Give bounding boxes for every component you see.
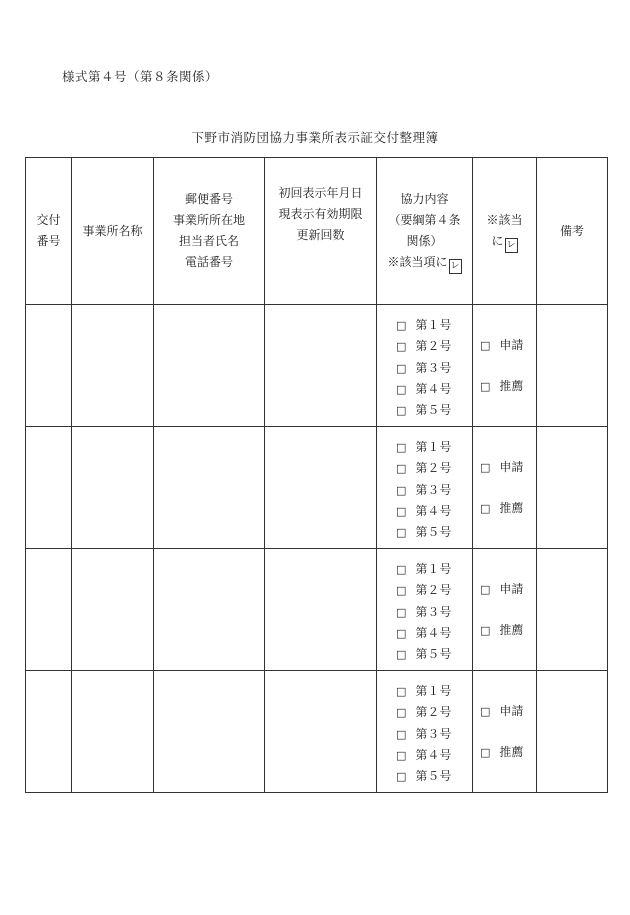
application-type-cell — [473, 549, 537, 671]
cooperation-option-label: 第３号 — [415, 360, 452, 375]
checkbox-icon[interactable]: □ — [396, 706, 407, 720]
application-type-cell — [473, 305, 537, 427]
cooperation-option-label: 第５号 — [415, 647, 452, 662]
cooperation-options — [377, 427, 472, 543]
cooperation-option[interactable] — [396, 602, 472, 623]
application-type-cell — [473, 427, 537, 549]
issue-number-cell[interactable] — [26, 549, 72, 671]
cooperation-option[interactable] — [396, 681, 472, 702]
table-row — [26, 305, 608, 427]
checkbox-icon[interactable]: □ — [396, 483, 407, 497]
application-option-label: 申請 — [499, 460, 524, 474]
cooperation-option[interactable] — [396, 580, 472, 601]
issue-number-cell[interactable] — [26, 671, 72, 793]
header-text: ※該当項に — [387, 254, 448, 269]
header-line: 現表示有効期限 — [278, 207, 363, 221]
cooperation-option[interactable] — [396, 724, 472, 745]
checkbox-icon[interactable]: □ — [396, 462, 407, 476]
checkbox-icon[interactable]: □ — [480, 339, 491, 352]
header-line: 協力内容 — [400, 191, 449, 206]
header-line — [377, 252, 472, 274]
cooperation-option-label: 第１号 — [415, 440, 452, 454]
cooperation-option-label: 第４号 — [415, 381, 452, 396]
cooperation-option[interactable] — [396, 501, 472, 522]
cooperation-option[interactable] — [396, 480, 472, 501]
application-option[interactable] — [480, 701, 536, 722]
cooperation-options-cell — [377, 427, 473, 549]
header-line: 番号 — [36, 234, 61, 248]
application-option[interactable] — [480, 579, 536, 600]
header-line: 更新回数 — [296, 228, 345, 242]
remarks-cell[interactable] — [537, 671, 608, 793]
application-option-label: 申請 — [499, 338, 524, 352]
checkbox-icon[interactable]: □ — [480, 502, 491, 515]
checkbox-icon[interactable]: □ — [396, 382, 407, 396]
cooperation-options-cell — [377, 671, 473, 793]
cooperation-option-label: 第３号 — [415, 726, 452, 741]
register-table — [25, 157, 608, 793]
cooperation-option-label: 第２号 — [415, 583, 452, 598]
table-row — [26, 671, 608, 793]
application-option[interactable] — [480, 742, 536, 763]
checkbox-icon[interactable]: □ — [480, 624, 491, 637]
cooperation-option[interactable] — [396, 437, 472, 458]
company-name-cell[interactable] — [72, 305, 154, 427]
checkbox-icon[interactable]: □ — [480, 461, 491, 474]
application-option[interactable] — [480, 457, 536, 478]
cooperation-option[interactable] — [396, 702, 472, 723]
cooperation-option-label: 第１号 — [415, 318, 452, 332]
cooperation-options-cell — [377, 549, 473, 671]
checkbox-icon[interactable]: □ — [396, 770, 407, 784]
check-mark-box: レ — [449, 259, 462, 274]
cooperation-option-label: 第１号 — [415, 684, 452, 698]
cooperation-option[interactable] — [396, 559, 472, 580]
checkbox-icon[interactable]: □ — [480, 583, 491, 596]
cooperation-option-label: 第５号 — [415, 769, 452, 784]
cooperation-option[interactable] — [396, 315, 472, 336]
cooperation-option[interactable] — [396, 766, 472, 787]
cooperation-option-label: 第４号 — [415, 503, 452, 518]
checkbox-icon[interactable]: □ — [396, 605, 407, 619]
cooperation-option-label: 第２号 — [415, 461, 452, 476]
cooperation-option[interactable] — [396, 745, 472, 766]
header-row — [26, 158, 608, 305]
header-text: に — [491, 233, 504, 248]
header-remarks — [537, 158, 608, 305]
checkbox-icon[interactable]: □ — [396, 340, 407, 354]
cooperation-option[interactable] — [396, 400, 472, 421]
checkbox-icon[interactable]: □ — [396, 685, 407, 698]
contact-info-cell[interactable] — [154, 305, 265, 427]
issue-number-cell[interactable] — [26, 427, 72, 549]
cooperation-option[interactable] — [396, 379, 472, 400]
header-issue-number — [26, 158, 72, 305]
checkbox-icon[interactable]: □ — [396, 648, 407, 662]
check-mark-box: レ — [505, 238, 518, 253]
header-line: 事業所名称 — [82, 223, 143, 238]
cooperation-options — [377, 549, 472, 665]
checkbox-icon[interactable]: □ — [396, 526, 407, 540]
application-option-label: 推薦 — [499, 379, 524, 393]
dates-cell[interactable] — [265, 305, 377, 427]
header-line: （要綱第４条 — [388, 212, 461, 227]
cooperation-option[interactable] — [396, 458, 472, 479]
cooperation-option[interactable] — [396, 358, 472, 379]
remarks-cell[interactable] — [537, 305, 608, 427]
checkbox-icon[interactable]: □ — [480, 746, 491, 759]
cooperation-option-label: 第３号 — [415, 482, 452, 497]
checkbox-icon[interactable]: □ — [480, 705, 491, 718]
header-line: ※該当 — [486, 212, 523, 227]
header-line: 初回表示年月日 — [278, 186, 363, 200]
remarks-cell[interactable] — [537, 549, 608, 671]
checkbox-icon[interactable]: □ — [480, 380, 491, 393]
table-row — [26, 549, 608, 671]
application-options — [473, 549, 536, 641]
cooperation-option-label: 第４号 — [415, 625, 452, 640]
contact-info-cell[interactable] — [154, 427, 265, 549]
header-line: 交付 — [36, 213, 61, 227]
cooperation-options-cell — [377, 305, 473, 427]
cooperation-option-label: 第５号 — [415, 403, 452, 418]
cooperation-option[interactable] — [396, 336, 472, 357]
dates-cell[interactable] — [265, 549, 377, 671]
register-body — [26, 305, 608, 793]
contact-info-cell[interactable] — [154, 671, 265, 793]
application-option-label: 申請 — [499, 704, 524, 718]
header-line: 郵便番号 — [184, 192, 233, 206]
contact-info-cell[interactable] — [154, 549, 265, 671]
cooperation-option-label: 第２号 — [415, 705, 452, 720]
company-name-cell[interactable] — [72, 549, 154, 671]
cooperation-option-label: 第３号 — [415, 604, 452, 619]
issue-number-cell[interactable] — [26, 305, 72, 427]
header-line: 備考 — [559, 223, 584, 238]
checkbox-icon[interactable]: □ — [396, 727, 407, 741]
cooperation-option-label: 第５号 — [415, 525, 452, 540]
header-line: 電話番号 — [184, 255, 233, 269]
application-option[interactable] — [480, 335, 536, 356]
header-line — [473, 231, 536, 253]
header-cooperation — [377, 158, 473, 305]
dates-cell[interactable] — [265, 427, 377, 549]
cooperation-option[interactable] — [396, 522, 472, 543]
cooperation-option-label: 第２号 — [415, 339, 452, 354]
checkbox-icon[interactable]: □ — [396, 748, 407, 762]
form-number-label: 様式第４号（第８条関係） — [62, 69, 219, 84]
checkbox-icon[interactable]: □ — [396, 504, 407, 518]
application-options — [473, 305, 536, 397]
application-option[interactable] — [480, 376, 536, 397]
checkbox-icon[interactable]: □ — [396, 404, 407, 418]
header-line: 担当者氏名 — [178, 234, 239, 248]
cooperation-option-label: 第４号 — [415, 747, 452, 762]
application-option[interactable] — [480, 498, 536, 519]
header-line: 事業所所在地 — [172, 213, 245, 227]
application-option-label: 申請 — [499, 582, 524, 596]
checkbox-icon[interactable]: □ — [396, 361, 407, 375]
application-options — [473, 671, 536, 763]
dates-cell[interactable] — [265, 671, 377, 793]
header-dates — [265, 158, 377, 305]
header-line: 関係） — [406, 233, 443, 248]
application-option-label: 推薦 — [499, 745, 524, 759]
document-title: 下野市消防団協力事業所表示証交付整理簿 — [191, 130, 439, 145]
company-name-cell[interactable] — [72, 671, 154, 793]
checkbox-icon[interactable]: □ — [396, 584, 407, 598]
remarks-cell[interactable] — [537, 427, 608, 549]
checkbox-icon[interactable]: □ — [396, 441, 407, 454]
checkbox-icon[interactable]: □ — [396, 319, 407, 332]
application-option-label: 推薦 — [499, 501, 524, 515]
application-option-label: 推薦 — [499, 623, 524, 637]
checkbox-icon[interactable]: □ — [396, 626, 407, 640]
table-row — [26, 427, 608, 549]
header-contact-info — [154, 158, 265, 305]
application-option[interactable] — [480, 620, 536, 641]
application-type-cell — [473, 671, 537, 793]
cooperation-option[interactable] — [396, 623, 472, 644]
header-company-name — [72, 158, 154, 305]
checkbox-icon[interactable]: □ — [396, 563, 407, 576]
header-applicable — [473, 158, 537, 305]
cooperation-options — [377, 305, 472, 421]
company-name-cell[interactable] — [72, 427, 154, 549]
application-options — [473, 427, 536, 519]
cooperation-option[interactable] — [396, 644, 472, 665]
cooperation-options — [377, 671, 472, 787]
cooperation-option-label: 第１号 — [415, 562, 452, 576]
